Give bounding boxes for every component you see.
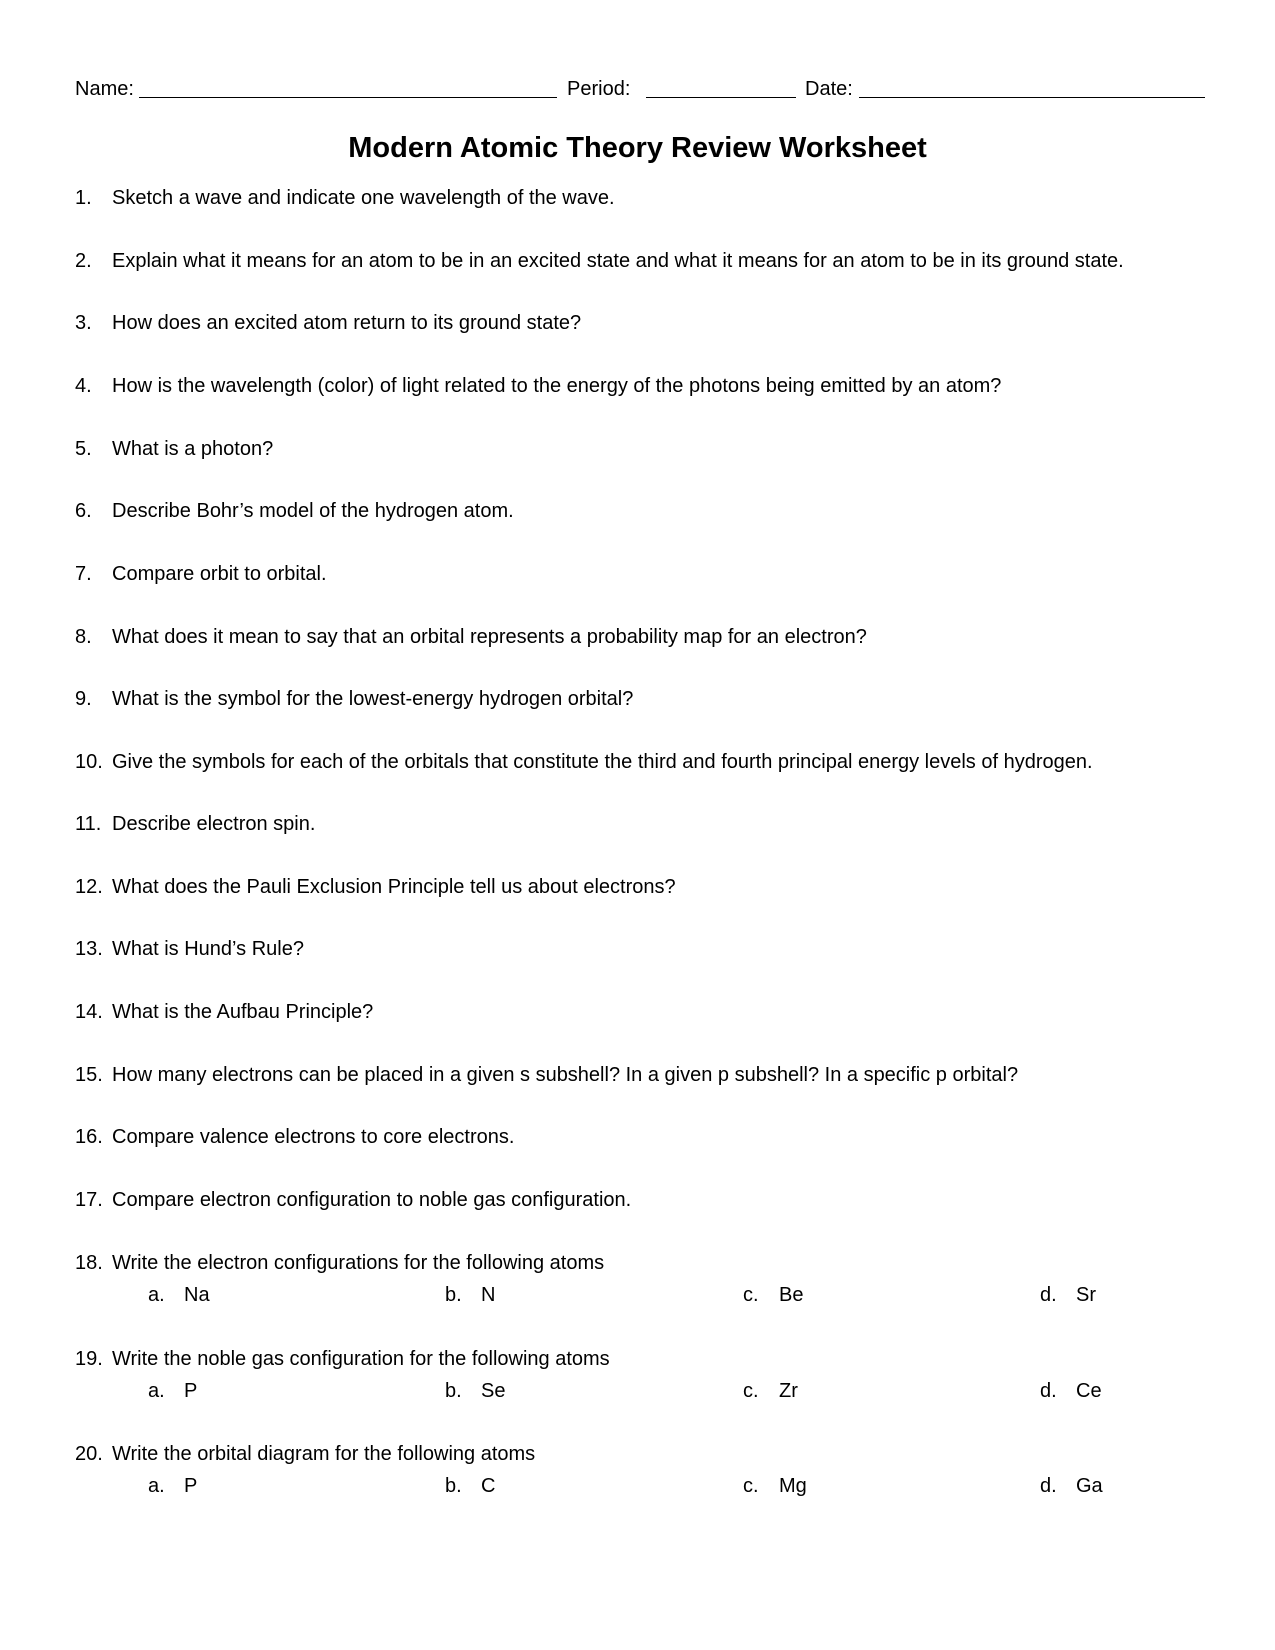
question-item xyxy=(75,245,1225,277)
option-text: Ga xyxy=(1076,1475,1103,1497)
option-letter: d. xyxy=(1040,1475,1057,1497)
question-number: 1. xyxy=(75,187,92,209)
option-letter: c. xyxy=(743,1380,759,1402)
question-number: 6. xyxy=(75,500,92,522)
question-text: What is the symbol for the lowest-energy hydrogen orbital? xyxy=(112,688,634,710)
question-text: Compare valence electrons to core electrons. xyxy=(112,1126,515,1148)
question-text: What is Hund’s Rule? xyxy=(112,938,304,960)
question-number: 17. xyxy=(75,1189,103,1211)
question-number: 9. xyxy=(75,688,92,710)
option-letter: b. xyxy=(445,1380,462,1402)
question-number: 11. xyxy=(75,813,102,835)
question-number: 5. xyxy=(75,438,92,460)
question-item xyxy=(75,1121,1225,1153)
option-letter: a. xyxy=(148,1380,165,1402)
question-item xyxy=(75,1438,1225,1470)
question-text: Explain what it means for an atom to be in an excited state and what it means for an atom to be in its ground state. xyxy=(112,250,1124,272)
option-text: Be xyxy=(779,1284,804,1306)
question-item xyxy=(75,621,1225,653)
question-text: What is a photon? xyxy=(112,438,274,460)
question-text: How many electrons can be placed in a given s subshell? In a given p subshell? In a specific p orbital? xyxy=(112,1064,1019,1086)
period-blank[interactable] xyxy=(646,97,796,98)
question-number: 2. xyxy=(75,250,92,272)
question-item xyxy=(75,683,1225,715)
option-letter: d. xyxy=(1040,1380,1057,1402)
question-number: 4. xyxy=(75,375,92,397)
option-text: P xyxy=(184,1475,198,1497)
question-number: 15. xyxy=(75,1064,103,1086)
question-text: Write the noble gas configuration for the following atoms xyxy=(112,1348,610,1370)
option-text: Zr xyxy=(779,1380,798,1402)
question-number: 19. xyxy=(75,1348,103,1370)
question-item xyxy=(75,495,1225,527)
option-text: Na xyxy=(184,1284,210,1306)
student-info-header xyxy=(75,74,1205,104)
question-text: Describe electron spin. xyxy=(112,813,316,835)
option-letter: b. xyxy=(445,1284,462,1306)
question-item xyxy=(75,1343,1225,1375)
option-text: Ce xyxy=(1076,1380,1102,1402)
question-item xyxy=(75,433,1225,465)
period-label: Period: xyxy=(567,78,631,100)
question-text: What does the Pauli Exclusion Principle tell us about electrons? xyxy=(112,876,676,898)
question-number: 3. xyxy=(75,312,92,334)
question-item xyxy=(75,871,1225,903)
question-number: 7. xyxy=(75,563,92,585)
question-number: 13. xyxy=(75,938,103,960)
option-text: Mg xyxy=(779,1475,807,1497)
question-item xyxy=(75,370,1225,402)
question-text: Sketch a wave and indicate one wavelength of the wave. xyxy=(112,187,615,209)
question-text: How does an excited atom return to its ground state? xyxy=(112,312,582,334)
question-number: 18. xyxy=(75,1252,103,1274)
option-text: C xyxy=(481,1475,496,1497)
option-text: P xyxy=(184,1380,198,1402)
option-text: N xyxy=(481,1284,496,1306)
question-item xyxy=(75,307,1225,339)
question-item xyxy=(75,558,1225,590)
worksheet-title: Modern Atomic Theory Review Worksheet xyxy=(348,132,927,164)
question-item xyxy=(75,1184,1225,1216)
name-label: Name: xyxy=(75,78,134,100)
question-text: Write the electron configurations for the following atoms xyxy=(112,1252,605,1274)
question-item xyxy=(75,1059,1225,1091)
option-letter: a. xyxy=(148,1284,165,1306)
option-letter: a. xyxy=(148,1475,165,1497)
question-item xyxy=(75,182,1225,214)
question-item xyxy=(75,933,1225,965)
question-number: 16. xyxy=(75,1126,103,1148)
question-text: Give the symbols for each of the orbitals that constitute the third and fourth principal energy levels of hydrogen. xyxy=(112,751,1093,773)
option-letter: d. xyxy=(1040,1284,1057,1306)
question-item xyxy=(75,996,1225,1028)
question-number: 12. xyxy=(75,876,103,898)
question-text: What is the Aufbau Principle? xyxy=(112,1001,374,1023)
option-letter: c. xyxy=(743,1284,759,1306)
question-text: How is the wavelength (color) of light related to the energy of the photons being emitted by an atom? xyxy=(112,375,1002,397)
option-letter: c. xyxy=(743,1475,759,1497)
question-number: 14. xyxy=(75,1001,103,1023)
question-item xyxy=(75,1247,1225,1279)
question-text: Compare orbit to orbital. xyxy=(112,563,327,585)
name-blank[interactable] xyxy=(139,97,557,98)
question-item xyxy=(75,808,1225,840)
option-letter: b. xyxy=(445,1475,462,1497)
question-number: 8. xyxy=(75,626,92,648)
date-blank[interactable] xyxy=(859,97,1205,98)
question-number: 10. xyxy=(75,751,103,773)
question-text: Write the orbital diagram for the following atoms xyxy=(112,1443,536,1465)
question-text: Describe Bohr’s model of the hydrogen atom. xyxy=(112,500,514,522)
date-label: Date: xyxy=(805,78,853,100)
question-number: 20. xyxy=(75,1443,103,1465)
question-text: What does it mean to say that an orbital represents a probability map for an electron? xyxy=(112,626,867,648)
question-text: Compare electron configuration to noble gas configuration. xyxy=(112,1189,632,1211)
option-text: Se xyxy=(481,1380,506,1402)
question-item xyxy=(75,746,1225,778)
option-text: Sr xyxy=(1076,1284,1096,1306)
